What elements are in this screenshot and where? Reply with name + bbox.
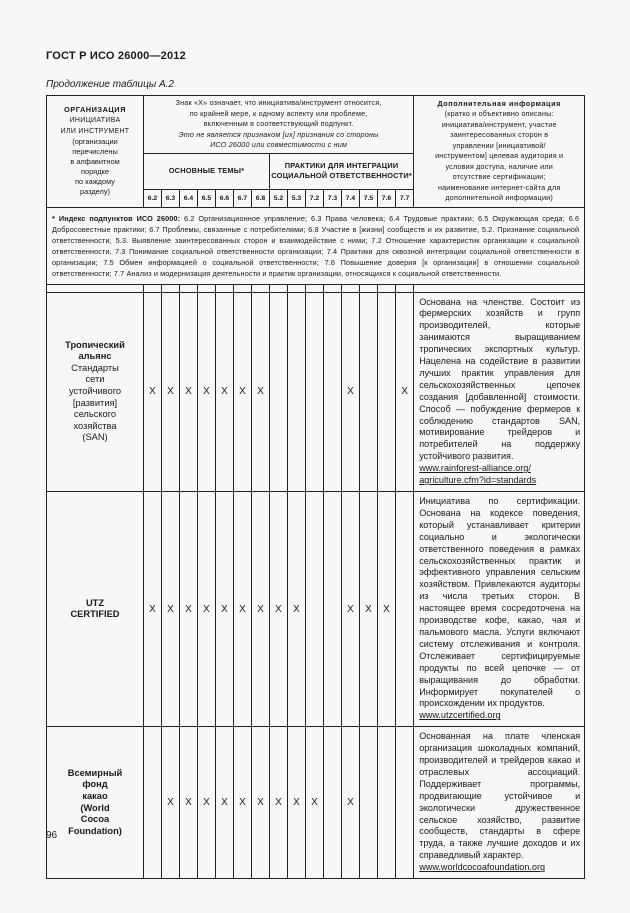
mark-cell: X [252,292,270,492]
spacer-cell [342,284,360,292]
spacer-cell [414,284,585,292]
mark-cell: X [252,727,270,879]
mark-cell [306,492,324,727]
mark-cell: X [270,492,288,727]
mark-cell: X [216,292,234,492]
org-name-line: Стандарты [71,362,119,373]
footnote-label: * Индекс подпунктов ИСО 26000: [52,213,181,223]
org-name-bold-line: Foundation) [68,825,122,836]
spacer-cell [288,284,306,292]
initiatives-table [46,95,585,879]
document-title: ГОСТ Р ИСО 26000—2012 [46,50,186,62]
table-row [47,292,585,492]
mark-cell: X [198,492,216,727]
org-name-line: устойчивого [68,385,122,396]
mark-cell [288,292,306,492]
org-name-bold-line: какао [82,791,108,802]
subclause-number: 6.4 [180,189,198,207]
mark-cell: X [144,292,162,492]
header-core-subjects: ОСНОВНЫЕ ТЕМЫ* [144,153,270,189]
table-continuation-label: Продолжение таблицы А.2 [46,79,174,90]
org-name-line: [развития] [72,397,118,408]
header-practices: ПРАКТИКИ ДЛЯ ИНТЕГРАЦИИ СОЦИАЛЬНОЙ ОТВЕТСТВЕННОСТИ* [270,153,414,189]
subclause-number: 6.7 [234,189,252,207]
mark-cell: X [396,292,414,492]
additional-info-line: наименование интернет-сайта для [437,182,561,192]
subclause-number: 6.5 [198,189,216,207]
spacer-cell [270,284,288,292]
description-text: Инициатива по сертификации. Основана на кодексе поведения, который устанавливает критерии социально и экологически ответственного поведения в рамках сельскохозяйственных практик и эффективного управления сельским хозяйством. Привлекаются аудиторы из числа третьих сторон. В настоящее время сосредоточена на производстве кофе, какао, чая и пальмового масла. Услуги включают систему отслеживания и контроля. Отслеживает сертифицируемые продукты по всей цепочке — от выращивания до обработки. Информирует покупателей о происхождении их продуктов. [419,496,581,709]
mark-cell: X [162,727,180,879]
mark-cell: X [162,492,180,727]
org-name-line: сельского [73,409,117,420]
additional-info-line: инициатива/инструмент, участие [441,119,557,129]
footnote [47,207,585,284]
mark-cell [378,727,396,879]
org-name-line: сети [85,374,105,385]
org-name-bold-line: CERTIFIED [70,609,120,620]
mark-cell: X [378,492,396,727]
mark-cell [270,292,288,492]
mark-cell [144,727,162,879]
spacer-cell [378,284,396,292]
mark-cell [324,292,342,492]
additional-info-line: отсутствие сертификации; [452,172,546,182]
description-text: Основана на членстве. Состоит из фермерских хозяйств и групп производителей, которые занимаются выращиванием тропических экспортных культур. Нацелена на содействие в развитии лучших практик управления для сельскохозяйственных цепочек создания [добавленной] стоимости. Способ — побуждение фермеров к соблюдению стандартов SAN, мотивирование трейдеров и потребителей на поддержку устойчивого развития. [419,296,581,462]
legend-line: включенным в соответствующий подпункт. [203,119,354,128]
spacer-cell [252,284,270,292]
additional-info-line: управлении [инициативой/ [452,140,546,150]
mark-cell: X [216,492,234,727]
additional-info-line: (кратко и объективно описаны: [444,109,554,119]
org-name-bold-line: Всемирный [67,767,123,778]
mark-cell [378,292,396,492]
subclause-number: 7.5 [360,189,378,207]
mark-cell: X [288,492,306,727]
header-organization-column [47,96,144,208]
mark-cell: X [162,292,180,492]
legend-line: по крайней мере, к одному аспекту или проблеме, [189,108,368,118]
spacer-cell [162,284,180,292]
description-cell [414,727,585,879]
legend-italic-line: ИСО 26000 или совместимости с ним [210,140,348,149]
subclause-number: 6.3 [162,189,180,207]
spacer-cell [324,284,342,292]
mark-cell: X [234,492,252,727]
header-additional-info [414,96,585,208]
subclause-number: 7.6 [378,189,396,207]
spacer-cell [306,284,324,292]
header-org-line: ИНИЦИАТИВА [69,117,121,125]
website-link[interactable]: www.worldcocoafoundation.org [419,862,546,873]
header-org-line: разделу) [79,187,110,197]
org-name-line: хозяйства [73,420,117,431]
spacer-cell [234,284,252,292]
header-legend [144,96,414,154]
table-row [47,492,585,727]
mark-cell [396,727,414,879]
header-org-line: по каждому [75,177,115,187]
mark-cell: X [180,292,198,492]
website-link[interactable]: www.utzcertified.org [419,710,501,721]
page-number: 96 [46,830,58,841]
subclause-number: 7.3 [324,189,342,207]
subclause-number: 6.6 [216,189,234,207]
mark-cell: X [234,292,252,492]
spacer-cell [216,284,234,292]
additional-info-line: условия доступа, наличие или [445,161,553,171]
header-org-line: ИЛИ ИНСТРУМЕНТ [60,128,130,136]
mark-cell [324,727,342,879]
mark-cell [324,492,342,727]
additional-info-line: заинтересованных сторон в [450,130,549,140]
header-org-line: ОРГАНИЗАЦИЯ [64,105,126,115]
organization-name [47,727,144,879]
additional-info-line: инструментом] целевая аудитория и [435,151,564,161]
mark-cell: X [288,727,306,879]
subclause-number: 7.7 [396,189,414,207]
mark-cell: X [198,727,216,879]
spacer-cell [144,284,162,292]
org-name-bold-line: Cocoa [80,814,110,825]
mark-cell: X [306,727,324,879]
table-row [47,727,585,879]
organization-name [47,492,144,727]
additional-info-title: Дополнительная информация [437,98,561,108]
mark-cell: X [180,492,198,727]
description-text: Основанная на плате членская организация шоколадных компаний, производителей и трейдеров какао и отраслевых ассоциаций. Поддерживает программы, продвигающие устойчивое и экологически дружественное сельское хозяйство, развитие сообществ, стандарты в сфере труда, а также лучшие доходов и их справедливый характер. [419,731,581,861]
subclause-number: 5.3 [288,189,306,207]
header-org-line: порядке [81,167,109,177]
additional-info-line: дополнительной информации) [445,193,553,203]
mark-cell [360,292,378,492]
description-cell [414,492,585,727]
legend-line: Знак «Х» означает, что инициатива/инструмент относится, [175,98,382,107]
mark-cell: X [198,292,216,492]
header-org-line: перечислены [72,147,118,157]
legend-italic-line: Это не является признаком [их] признания со стороны [178,129,379,139]
org-name-bold-line: фонд [82,779,108,790]
website-link[interactable]: www.rainforest-alliance.org/ [419,463,531,474]
mark-cell: X [180,727,198,879]
subclause-number: 7.2 [306,189,324,207]
subclause-number: 5.2 [270,189,288,207]
org-name-bold-line: UTZ [85,597,105,608]
mark-cell: X [342,492,360,727]
mark-cell: X [360,492,378,727]
mark-cell [360,727,378,879]
mark-cell: X [144,492,162,727]
spacer-cell [360,284,378,292]
mark-cell [306,292,324,492]
org-name-line: (SAN) [82,432,108,443]
website-link[interactable]: agriculture.cfm?id=standards [419,475,537,486]
subclause-number: 6.8 [252,189,270,207]
description-cell [414,292,585,492]
org-name-bold-line: Тропический [65,339,125,350]
header-org-line: (организации [72,137,118,147]
spacer-cell [180,284,198,292]
mark-cell: X [252,492,270,727]
subclause-number: 6.2 [144,189,162,207]
spacer-cell [47,284,144,292]
mark-cell: X [216,727,234,879]
header-org-line: в алфавитном [70,157,120,167]
organization-name [47,292,144,492]
org-name-bold-line: (World [80,802,110,813]
org-name-bold-line: альянс [78,351,112,362]
mark-cell [396,492,414,727]
spacer-cell [198,284,216,292]
spacer-cell [396,284,414,292]
mark-cell: X [234,727,252,879]
mark-cell: X [342,292,360,492]
footnote-text: 6.2 Организационное управление; 6.3 Права человека; 6.4 Трудовые практики; 6.5 Окружающая среда; 6.6 Добросовестные практики; 6.7 Проблемы, связанные с потребителями; 6.8 Участие в [жизни] сообществ и их развитие, 5.2. Признание социальной ответственности, 5.3. Выявление заинтересованных сторон и взаимодействие с ними; 7.2 Отношение характеристик организации к социальной ответственности, 7.3 Понимание социальной ответственности организации; 7.4 Практики для сквозной интеграции социальной ответственности в организации; 7.5 Обмен информацией о социальной ответственности; 7.6 Повышение доверия [к организации] в отношении социальной ответственности; 7.7 Анализ и модернизация деятельности и практик организации, относящихся к социальной ответственности. [52,213,580,278]
mark-cell: X [342,727,360,879]
mark-cell: X [270,727,288,879]
subclause-number: 7.4 [342,189,360,207]
